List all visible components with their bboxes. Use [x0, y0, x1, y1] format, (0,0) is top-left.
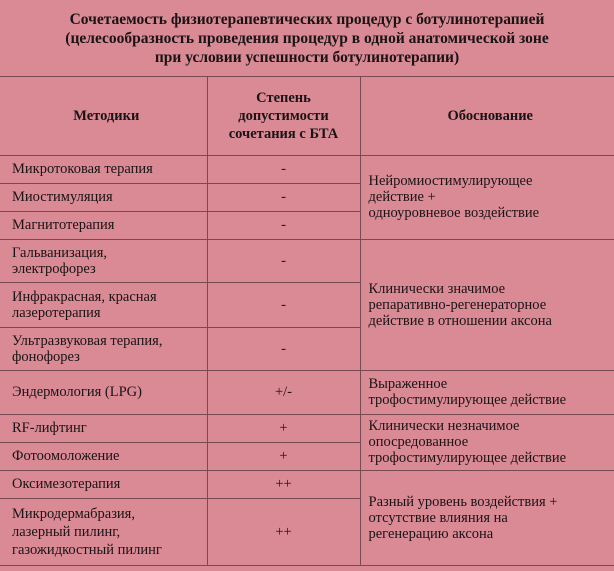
rationale-text: репаративно-регенераторное — [368, 296, 547, 313]
method-text: газожидкостный пилинг — [12, 541, 162, 558]
method-cell — [0, 370, 207, 414]
rationale-text: отсутствие влияния на — [368, 509, 508, 526]
degree-cell: + — [207, 442, 360, 470]
table-row — [0, 414, 614, 442]
rationale-text: регенерацию аксона — [368, 525, 494, 542]
header-method: Методики — [0, 77, 207, 155]
header-degree-line: допустимости — [238, 107, 329, 124]
method-text: RF-лифтинг — [12, 420, 87, 436]
degree-cell: - — [207, 183, 360, 211]
method-text: Инфракрасная, красная — [12, 288, 157, 305]
rationale-text: действие в отношении аксона — [368, 312, 552, 329]
method-text: Миостимуляция — [12, 189, 113, 205]
rationale-text: действие + — [368, 189, 436, 205]
title-line-2: (целесообразность проведения процедур в одной анатомической зоне — [65, 29, 549, 47]
method-text: электрофорез — [12, 260, 96, 277]
method-text: Эндермология (LPG) — [12, 384, 142, 400]
method-text: лазеротерапия — [12, 304, 101, 321]
method-cell — [0, 282, 207, 327]
method-text: фонофорез — [12, 348, 80, 365]
table-row — [0, 239, 614, 282]
rationale-text: трофостимулирующее действие — [368, 392, 567, 408]
rationale-cell — [360, 155, 614, 239]
rationale-cell — [360, 370, 614, 414]
method-text: Гальванизация, — [12, 244, 108, 261]
header-row — [0, 77, 614, 155]
method-cell — [0, 211, 207, 239]
table-title — [0, 0, 614, 77]
rationale-text: Разный уровень воздействия + — [368, 493, 558, 510]
degree-cell: ++ — [207, 498, 360, 565]
table-row — [0, 470, 614, 498]
degree-cell: - — [207, 211, 360, 239]
method-cell — [0, 327, 207, 370]
rationale-text: Клинически незначимое — [368, 418, 520, 434]
header-degree-line: сочетания с БТА — [228, 125, 339, 142]
rationale-text: Выраженное — [368, 376, 448, 392]
degree-cell: +/- — [207, 370, 360, 414]
rationale-text: трофостимулирующее действие — [368, 450, 567, 466]
method-text: Микродермабразия, — [12, 505, 135, 522]
method-cell — [0, 414, 207, 442]
rationale-text: опосредованное — [368, 434, 469, 450]
rationale-text: Клинически значимое — [368, 280, 506, 297]
compatibility-table — [0, 77, 614, 566]
method-text: лазерный пилинг, — [12, 523, 121, 540]
method-cell — [0, 470, 207, 498]
method-text: Фотоомоложение — [12, 448, 120, 464]
degree-cell: ++ — [207, 470, 360, 498]
header-rationale: Обоснование — [360, 77, 614, 155]
method-cell — [0, 183, 207, 211]
rationale-cell — [360, 414, 614, 470]
method-cell — [0, 155, 207, 183]
degree-cell: - — [207, 155, 360, 183]
table-row — [0, 155, 614, 183]
method-text: Микротоковая терапия — [12, 161, 153, 177]
title-line-3: при условии успешности ботулинотерапии) — [154, 48, 460, 66]
degree-cell: - — [207, 239, 360, 282]
header-degree-line: Степень — [256, 89, 311, 106]
degree-cell: - — [207, 282, 360, 327]
method-cell — [0, 442, 207, 470]
method-text: Оксимезотерапия — [12, 476, 121, 492]
rationale-cell — [360, 239, 614, 370]
method-cell — [0, 498, 207, 565]
rationale-text: Нейромиостимулирующее — [368, 173, 533, 189]
title-line-1: Сочетаемость физиотерапевтических процедур с ботулинотерапией — [69, 10, 545, 28]
method-cell — [0, 239, 207, 282]
method-text: Ультразвуковая терапия, — [12, 332, 163, 349]
degree-cell: - — [207, 327, 360, 370]
degree-cell: + — [207, 414, 360, 442]
rationale-text: одноуровневое воздействие — [368, 205, 540, 221]
header-degree — [207, 77, 360, 155]
table-row — [0, 370, 614, 414]
rationale-cell — [360, 470, 614, 565]
method-text: Магнитотерапия — [12, 217, 115, 233]
